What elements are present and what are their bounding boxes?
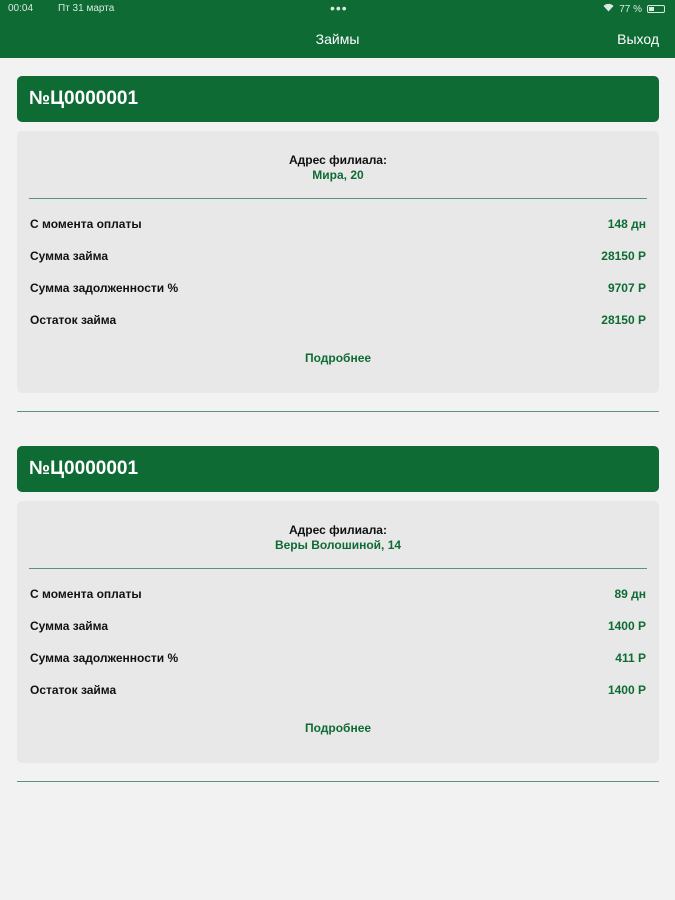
loan-card	[17, 501, 659, 763]
row-days-since-payment	[30, 217, 646, 235]
divider	[29, 198, 647, 199]
row-days-since-payment	[30, 587, 646, 605]
row-value: 28150 Р	[601, 249, 646, 263]
section-separator	[17, 411, 659, 412]
row-loan-balance	[30, 683, 646, 701]
status-date: Пт 31 марта	[58, 3, 115, 14]
page-title: Займы	[315, 31, 360, 47]
address-value: Мира, 20	[312, 168, 364, 182]
row-value: 1400 Р	[607, 619, 646, 633]
status-right	[603, 3, 665, 15]
multitask-dots[interactable]: •••	[330, 0, 348, 16]
row-loan-balance	[30, 313, 646, 331]
row-label: Сумма займа	[30, 619, 109, 633]
loan-number[interactable]: №Ц0000001	[17, 76, 659, 122]
row-value: 9707 Р	[607, 281, 646, 295]
row-label: С момента оплаты	[30, 587, 142, 601]
status-time: 00:04	[8, 3, 34, 14]
row-label: Сумма задолженности %	[30, 651, 179, 665]
row-label: Сумма задолженности %	[30, 281, 179, 295]
app-header	[0, 0, 675, 58]
battery-percent: 77 %	[619, 3, 642, 15]
section-separator	[17, 781, 659, 782]
row-value: 1400 Р	[607, 683, 646, 697]
row-loan-amount	[30, 619, 646, 637]
battery-icon	[647, 5, 665, 13]
row-label: Остаток займа	[30, 683, 117, 697]
row-value: 89 дн	[614, 587, 646, 601]
address-label: Адрес филиала:	[289, 523, 387, 537]
row-interest-debt	[30, 281, 646, 299]
address-value: Веры Волошиной, 14	[274, 538, 402, 552]
row-label: Остаток займа	[30, 313, 117, 327]
row-interest-debt	[30, 651, 646, 669]
details-link[interactable]: Подробнее	[304, 721, 372, 735]
status-bar	[0, 0, 675, 18]
row-value: 28150 Р	[601, 313, 646, 327]
details-link[interactable]: Подробнее	[304, 351, 372, 365]
row-label: С момента оплаты	[30, 217, 142, 231]
loan-card	[17, 131, 659, 393]
exit-button[interactable]: Выход	[617, 31, 659, 47]
loan-block	[17, 76, 659, 393]
loan-number[interactable]: №Ц0000001	[17, 446, 659, 492]
address-label: Адрес филиала:	[289, 153, 387, 167]
row-value: 411 Р	[615, 651, 646, 665]
row-loan-amount	[30, 249, 646, 267]
wifi-icon	[603, 3, 614, 15]
loan-block	[17, 446, 659, 763]
row-value: 148 дн	[607, 217, 646, 231]
divider	[29, 568, 647, 569]
row-label: Сумма займа	[30, 249, 109, 263]
